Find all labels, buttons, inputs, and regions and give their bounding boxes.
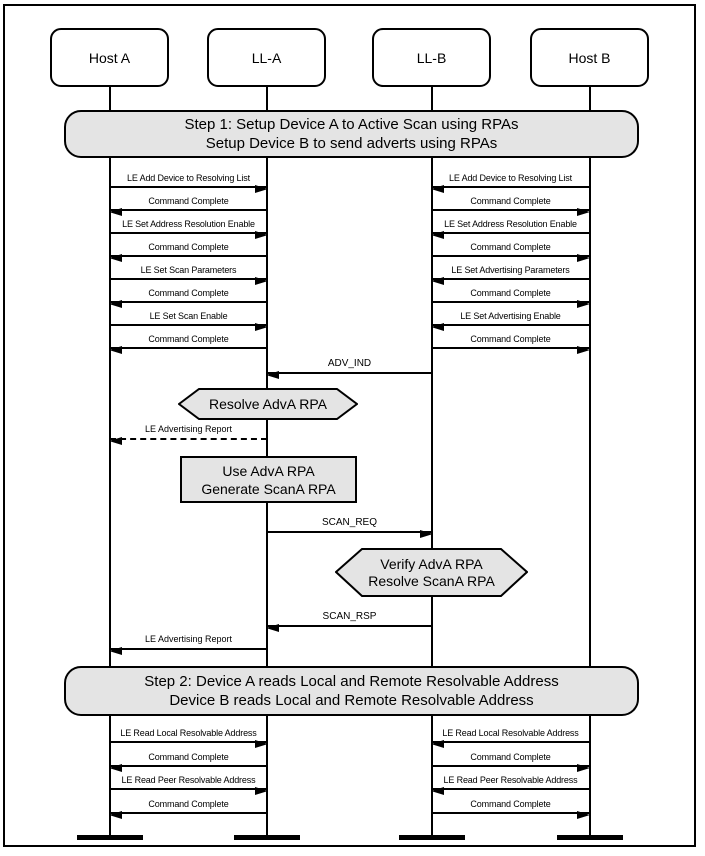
arrowhead-right-icon [577, 764, 590, 772]
arrowhead-right-icon [577, 346, 590, 354]
message-arrow [267, 625, 432, 627]
arrowhead-right-icon [577, 300, 590, 308]
msg-label: LE Set Advertising Enable [460, 311, 561, 321]
arrowhead-left-icon [431, 323, 444, 331]
step1-banner [64, 110, 639, 158]
node-host-b-label: Host B [568, 49, 611, 66]
msg-label: SCAN_RSP [322, 611, 377, 622]
termination-bar-host-a [77, 835, 143, 840]
node-ll-a-label: LL-A [251, 49, 282, 66]
process-label-line2: Generate ScanA RPA [201, 480, 336, 497]
msg-label: LE Read Local Resolvable Address [120, 728, 257, 738]
message-arrow [267, 372, 432, 374]
message-arrow [110, 255, 267, 257]
msg-le-read-local-rpa-a [110, 728, 267, 743]
msg-scan-req [267, 517, 432, 533]
arrowhead-left-icon [109, 764, 122, 772]
msg-le-set-adv-parameters [432, 265, 589, 280]
msg-le-read-peer-rpa-a [110, 775, 267, 790]
message-arrow [110, 324, 267, 326]
arrowhead-right-icon [255, 740, 268, 748]
arrowhead-right-icon [577, 811, 590, 819]
msg-le-read-local-rpa-b [432, 728, 589, 743]
arrowhead-right-icon [420, 530, 433, 538]
msg-command-complete-b5 [432, 752, 589, 767]
msg-command-complete-b6 [432, 799, 589, 814]
msg-le-set-adv-enable [432, 311, 589, 326]
msg-label: Command Complete [148, 334, 229, 344]
msg-command-complete-b1 [432, 196, 589, 211]
step2-banner-line1: Step 2: Device A reads Local and Remote Resolvable Address [144, 673, 559, 690]
msg-command-complete-b2 [432, 242, 589, 257]
arrowhead-right-icon [577, 208, 590, 216]
msg-le-set-scan-enable [110, 311, 267, 326]
msg-label: LE Set Scan Parameters [140, 265, 237, 275]
msg-label: LE Set Address Resolution Enable [122, 219, 255, 229]
process-label: Resolve AdvA RPA [208, 395, 328, 412]
message-arrow [110, 186, 267, 188]
node-host-b [530, 28, 649, 87]
msg-le-add-device-b [432, 173, 589, 188]
arrowhead-left-icon [266, 371, 279, 379]
arrowhead-right-icon [255, 323, 268, 331]
msg-command-complete-a5 [110, 752, 267, 767]
msg-label: Command Complete [470, 799, 551, 809]
message-arrow-dashed [110, 438, 267, 440]
msg-le-advertising-report-2 [110, 634, 267, 650]
msg-label: Command Complete [148, 752, 229, 762]
msg-label: Command Complete [148, 288, 229, 298]
msg-label: LE Read Local Resolvable Address [442, 728, 579, 738]
node-ll-a [207, 28, 326, 87]
msg-scan-rsp [267, 611, 432, 627]
msg-command-complete-a2 [110, 242, 267, 257]
msg-label: LE Read Peer Resolvable Address [121, 775, 256, 785]
process-resolve-adva-rpa [178, 388, 358, 420]
msg-label: SCAN_REQ [321, 517, 377, 528]
message-arrow [110, 232, 267, 234]
arrowhead-left-icon [431, 231, 444, 239]
message-arrow [432, 278, 589, 280]
step2-banner [64, 666, 639, 716]
message-arrow [267, 531, 432, 533]
msg-le-add-device-a [110, 173, 267, 188]
message-arrow [432, 232, 589, 234]
step2-banner-line2: Device B reads Local and Remote Resolvable Address [169, 692, 534, 709]
message-arrow [110, 648, 267, 650]
arrowhead-left-icon [431, 787, 444, 795]
message-arrow [432, 301, 589, 303]
message-arrow [432, 812, 589, 814]
arrowhead-left-icon [431, 185, 444, 193]
msg-label: Command Complete [470, 242, 551, 252]
arrowhead-right-icon [255, 231, 268, 239]
message-arrow [432, 324, 589, 326]
msg-command-complete-a4 [110, 334, 267, 349]
message-arrow [432, 741, 589, 743]
msg-label: LE Set Advertising Parameters [451, 265, 570, 275]
node-host-a [50, 28, 169, 87]
msg-le-set-addr-res-enable-b [432, 219, 589, 234]
step1-banner-line2: Setup Device B to send adverts using RPAs [205, 135, 498, 152]
message-arrow [432, 209, 589, 211]
arrowhead-right-icon [255, 277, 268, 285]
arrowhead-left-icon [266, 624, 279, 632]
node-host-a-label: Host A [88, 49, 131, 66]
msg-label: LE Set Scan Enable [149, 311, 228, 321]
arrowhead-left-icon [109, 208, 122, 216]
msg-le-set-scan-parameters [110, 265, 267, 280]
message-arrow [110, 741, 267, 743]
msg-label: Command Complete [148, 242, 229, 252]
message-arrow [110, 788, 267, 790]
msg-label: Command Complete [470, 334, 551, 344]
message-arrow [110, 301, 267, 303]
arrowhead-left-icon [109, 346, 122, 354]
process-label-line1: Use AdvA RPA [222, 462, 315, 479]
termination-bar-ll-a [234, 835, 300, 840]
msg-command-complete-a1 [110, 196, 267, 211]
lifeline-host-b [589, 87, 591, 838]
arrowhead-right-icon [255, 185, 268, 193]
msg-command-complete-a3 [110, 288, 267, 303]
msg-label: LE Add Device to Resolving List [449, 173, 572, 183]
msg-label: Command Complete [148, 196, 229, 206]
message-arrow [432, 788, 589, 790]
msg-le-advertising-report-1 [110, 424, 267, 440]
msg-label: Command Complete [148, 799, 229, 809]
message-arrow [110, 765, 267, 767]
process-verify-adva-resolve-scana [335, 548, 528, 597]
message-arrow [432, 347, 589, 349]
arrowhead-left-icon [109, 811, 122, 819]
msg-label: LE Set Address Resolution Enable [444, 219, 577, 229]
msg-command-complete-b3 [432, 288, 589, 303]
arrowhead-left-icon [109, 254, 122, 262]
message-arrow [110, 812, 267, 814]
step1-banner-line1: Step 1: Setup Device A to Active Scan using RPAs [184, 116, 519, 133]
msg-label: ADV_IND [327, 358, 372, 369]
msg-label: LE Add Device to Resolving List [127, 173, 250, 183]
message-arrow [432, 186, 589, 188]
arrowhead-left-icon [431, 740, 444, 748]
arrowhead-right-icon [255, 787, 268, 795]
msg-label: Command Complete [470, 196, 551, 206]
msg-adv-ind [267, 358, 432, 374]
msg-command-complete-a6 [110, 799, 267, 814]
message-arrow [110, 209, 267, 211]
message-arrow [110, 347, 267, 349]
msg-le-set-addr-res-enable-a [110, 219, 267, 234]
msg-label: LE Advertising Report [144, 634, 233, 644]
message-arrow [110, 278, 267, 280]
msg-label: Command Complete [470, 752, 551, 762]
message-arrow [432, 255, 589, 257]
process-use-adva-generate-scana [180, 456, 357, 503]
msg-le-read-peer-rpa-b [432, 775, 589, 790]
arrowhead-right-icon [577, 254, 590, 262]
termination-bar-host-b [557, 835, 623, 840]
arrowhead-left-icon [109, 437, 122, 445]
process-label-line1: Verify AdvA RPA [380, 555, 483, 572]
node-ll-b [372, 28, 491, 87]
message-arrow [432, 765, 589, 767]
msg-label: LE Advertising Report [144, 424, 233, 434]
msg-command-complete-b4 [432, 334, 589, 349]
arrowhead-left-icon [109, 647, 122, 655]
msg-label: LE Read Peer Resolvable Address [443, 775, 578, 785]
process-label-line2: Resolve ScanA RPA [368, 572, 495, 589]
msg-label: Command Complete [470, 288, 551, 298]
arrowhead-left-icon [431, 277, 444, 285]
node-ll-b-label: LL-B [416, 49, 447, 66]
arrowhead-left-icon [109, 300, 122, 308]
termination-bar-ll-b [399, 835, 465, 840]
